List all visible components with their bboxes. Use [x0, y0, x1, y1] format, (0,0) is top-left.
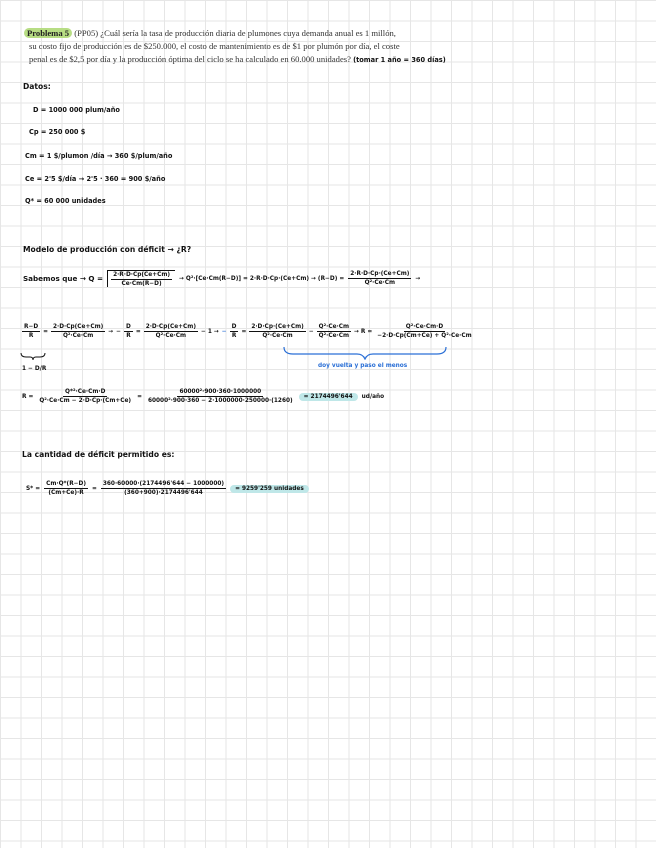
eq2-f7-den: Q²·Ce·Cm: [318, 333, 350, 339]
eq2-f4-num: 2·D·Cp(Ce+Cm): [145, 324, 196, 330]
eq1-frac-den: Q²·Ce·Cm: [364, 280, 396, 286]
eq2-f3-num: D: [126, 324, 131, 330]
eq2-f2-den: Q²·Ce·Cm: [62, 333, 94, 339]
eq2-frac-2: [51, 324, 105, 339]
problem-note: (tomar 1 año = 360 días): [353, 56, 446, 64]
eq2-f4-den: Q²·Ce·Cm: [155, 333, 187, 339]
problem-text-3: penal es de $2,5 por día y la producción óptima del ciclo se ha calculado en 60.000 unidades?: [29, 54, 351, 64]
datos-cm: Cm = 1 $/plumon /día → 360 $/plum/año: [25, 152, 173, 160]
deficit-frac-1: [44, 481, 88, 496]
eq2-minus-2: −: [221, 328, 227, 335]
eq1-sqrt-frac: [111, 272, 172, 287]
modelo-title: Modelo de producción con déficit → ¿R?: [23, 245, 192, 254]
eq2-f6-num: 2·D·Cp·(Ce+Cm): [251, 324, 304, 330]
eq2-f1-num: R−D: [24, 324, 39, 330]
blue-note: doy vuelta y paso el menos: [318, 363, 408, 369]
eq2-frac-7: [317, 324, 351, 339]
eq3-f1-num: Q*²·Ce·Cm·D: [65, 389, 106, 395]
eq2-arrow-1: →: [108, 328, 114, 335]
eq1-frac-num: 2·R·D·Cp·(Ce+Cm): [350, 271, 410, 277]
eq2-frac-5: [230, 324, 239, 339]
eq2-arrow-2: → R =: [354, 328, 373, 335]
deficit-f2-den: (360+900)·2174496'644: [124, 490, 203, 496]
eq2-frac-3: [124, 324, 133, 339]
eq2-f6-den: Q²·Ce·Cm: [262, 333, 293, 339]
eq1-sqrt-den: Ce·Cm(R−D): [121, 281, 162, 287]
deficit-frac-2: [101, 481, 226, 496]
deficit-result: = 9259'259: [235, 485, 272, 492]
eq2-equals-3: =: [241, 328, 247, 335]
eq2-frac-8: [375, 324, 473, 339]
equation-2: [22, 324, 474, 339]
eq2-f7-num: Q²·Ce·Cm: [318, 324, 350, 330]
eq2-frac-1: [22, 324, 40, 339]
eq2-equals-2: =: [135, 328, 141, 335]
eq2-f8-den: −2·D·Cp(Cm+Ce) + Q²·Ce·Cm: [377, 333, 472, 339]
eq1-mid: → Q²·[Ce·Cm(R−D)] = 2·R·D·Cp·(Ce+Cm) → (R−D) =: [179, 275, 345, 282]
problem-line-3: [29, 53, 446, 66]
eq2-f5-den: R: [231, 333, 237, 339]
problem-text-1: (PP05) ¿Cuál sería la tasa de producción diaria de plumones cuya demanda anual es 1 millón,: [74, 28, 396, 38]
datos-ce: Ce = 2'5 $/día → 2'5 · 360 = 900 $/año: [25, 175, 166, 183]
eq2-minus-one: − 1 →: [200, 328, 219, 335]
eq3-f1-den: Q²·Ce·Cm − 2·D·Cp·(Cm+Ce): [39, 398, 132, 404]
problem-badge: Problema 5: [24, 28, 72, 38]
eq3-equals: =: [137, 393, 142, 400]
equation-1: [23, 270, 420, 287]
eq3-f2-den: 60000²·900·360 − 2·1000000·250000·(1260): [147, 398, 293, 404]
eq3-f2-num: 60000²·900·360·1000000: [179, 389, 262, 395]
eq3-result: = 2174496'644: [299, 393, 358, 401]
eq2-f5-num: D: [231, 324, 237, 330]
deficit-unit: unidades: [273, 485, 304, 492]
eq1-sqrt-num: 2·R·D·Cp(Ce+Cm): [113, 272, 171, 278]
deficit-f1-den: (Cm+Ce)·R: [48, 490, 84, 496]
eq2-f8-num: Q²·Ce·Cm·D: [405, 324, 444, 330]
equation-4: [26, 481, 309, 496]
eq2-under-left: 1 − D/R: [22, 366, 47, 372]
eq2-frac-4: [144, 324, 198, 339]
datos-d: D = 1000 000 plum/año: [33, 106, 120, 114]
eq3-unit: ud/año: [361, 393, 385, 400]
blue-brace-icon: [283, 346, 447, 360]
eq2-f2-num: 2·D·Cp(Ce+Cm): [53, 324, 104, 330]
eq2-f3-den: R: [126, 333, 131, 339]
eq2-equals-1: =: [43, 328, 48, 335]
eq1-prefix: Sabemos que → Q =: [23, 274, 104, 283]
problem-text-2: su costo fijo de producción es de $250.000, el costo de mantenimiento es de $1 por plumón por día, el coste: [29, 41, 400, 51]
deficit-s: S* =: [26, 485, 41, 492]
deficit-f1-num: Cm·Q*(R−D): [46, 481, 86, 487]
eq2-frac-6: [249, 324, 306, 339]
eq2-minus-1: −: [116, 328, 122, 335]
datos-title: Datos:: [23, 82, 51, 91]
eq1-end: →: [415, 275, 421, 282]
eq2-minus-3: −: [308, 328, 314, 335]
problem-line-1: [24, 27, 396, 39]
eq3-r: R =: [22, 393, 34, 400]
eq3-frac-2: [146, 389, 295, 404]
eq3-frac-1: [37, 389, 133, 404]
underbrace-icon: [20, 352, 46, 360]
equation-3: [22, 389, 384, 404]
deficit-result-box: [230, 485, 309, 493]
deficit-title: La cantidad de déficit permitido es:: [22, 450, 175, 459]
datos-cp: Cp = 250 000 $: [29, 128, 86, 136]
deficit-f2-num: 360·60000·(2174496'644 − 1000000): [102, 481, 225, 487]
eq2-f1-den: R: [28, 333, 34, 339]
sqrt-radical: [107, 270, 175, 287]
deficit-equals: =: [91, 485, 97, 492]
eq1-frac: [348, 271, 411, 286]
datos-q: Q* = 60 000 unidades: [25, 197, 106, 205]
